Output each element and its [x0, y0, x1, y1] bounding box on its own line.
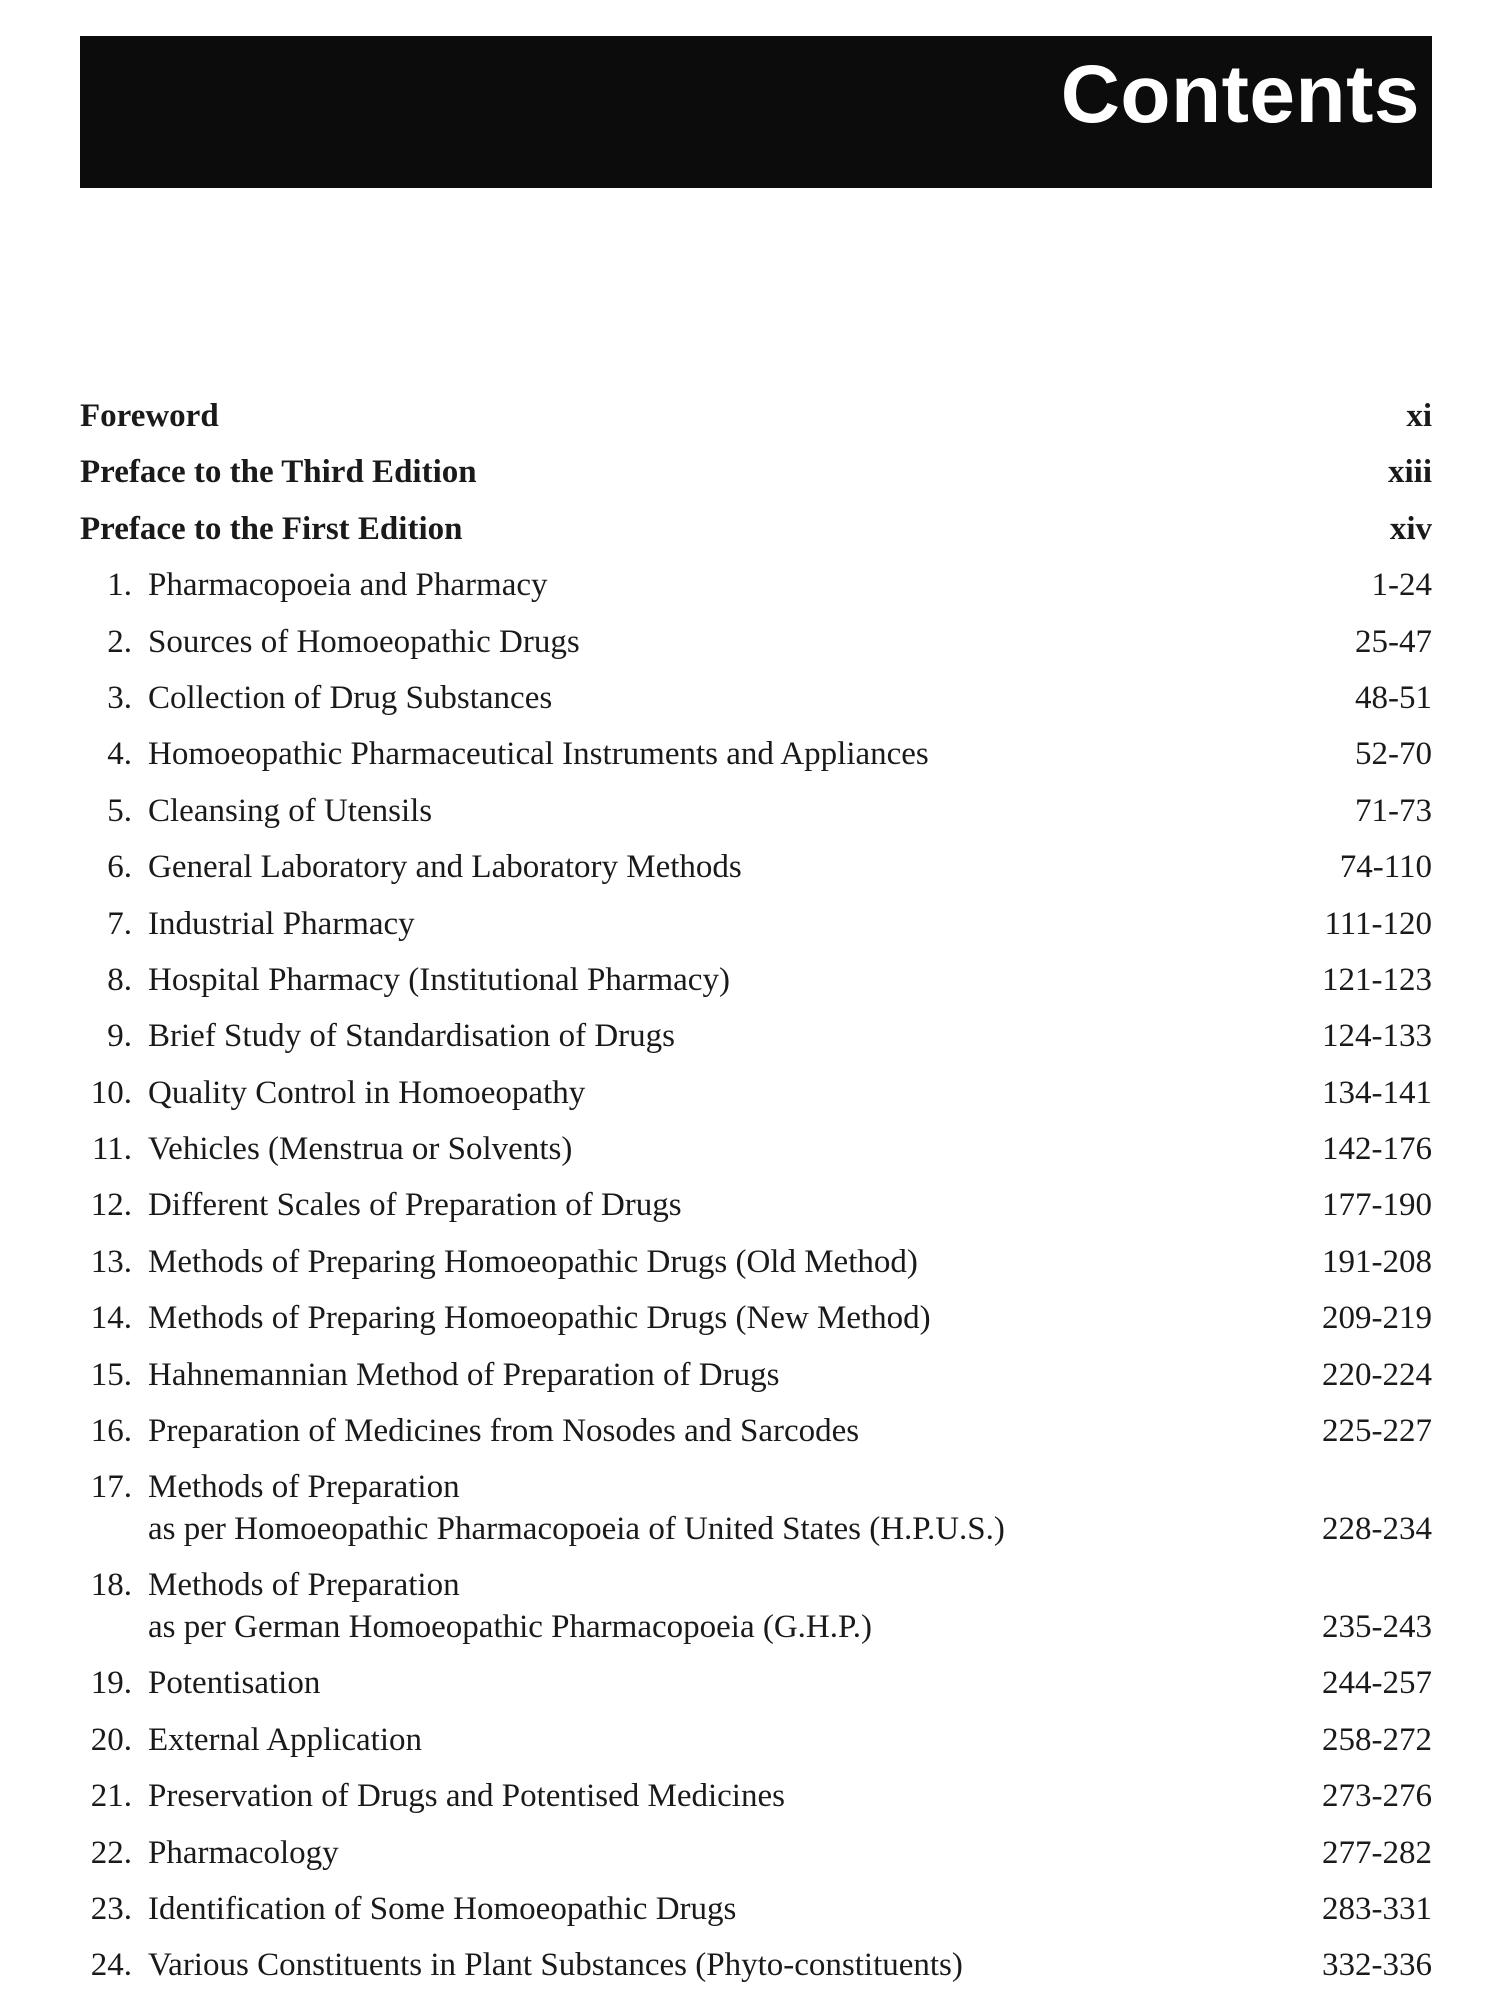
toc-entry-chapter-20[interactable]: [80, 1712, 1432, 1768]
chapter-pages: 25-47: [1355, 623, 1432, 660]
chapter-number: 7.: [107, 905, 132, 942]
toc-entry-preface-third-edition[interactable]: [80, 444, 1432, 500]
chapter-pages: 225-227: [1322, 1413, 1432, 1450]
contents-banner: [80, 36, 1432, 188]
chapter-pages: 1-24: [1371, 567, 1432, 604]
chapter-number: 2.: [107, 623, 132, 660]
chapter-number: 20.: [90, 1721, 132, 1758]
chapter-number: 5.: [107, 792, 132, 829]
chapter-title: Quality Control in Homoeopathy: [148, 1074, 586, 1111]
toc-entry-chapter-17[interactable]: [80, 1459, 1432, 1557]
chapter-title: Homoeopathic Pharmaceutical Instruments and Appliances: [148, 736, 929, 773]
toc-entry-chapter-23[interactable]: [80, 1881, 1432, 1937]
chapter-number: 17.: [90, 1469, 132, 1506]
chapter-title: Hahnemannian Method of Preparation of Drugs: [148, 1356, 780, 1393]
toc-entry-chapter-15[interactable]: [80, 1347, 1432, 1403]
toc-entry-chapter-6[interactable]: [80, 839, 1432, 895]
chapter-pages: 142-176: [1322, 1131, 1432, 1168]
chapter-title: Pharmacology: [148, 1834, 339, 1871]
chapter-number: 21.: [90, 1778, 132, 1815]
chapter-number: 19.: [90, 1665, 132, 1702]
chapter-pages: 273-276: [1322, 1778, 1432, 1815]
chapter-number: 12.: [90, 1187, 132, 1224]
chapter-title: Preservation of Drugs and Potentised Medicines: [148, 1778, 785, 1815]
chapter-pages: 332-336: [1322, 1947, 1432, 1984]
chapter-number: 6.: [107, 849, 132, 886]
chapter-title: Brief Study of Standardisation of Drugs: [148, 1018, 676, 1055]
chapter-title: Different Scales of Preparation of Drugs: [148, 1187, 682, 1224]
toc-entry-chapter-9[interactable]: [80, 1008, 1432, 1064]
chapter-title: Preparation of Medicines from Nosodes and Sarcodes: [148, 1413, 860, 1450]
chapter-pages: 228-234: [1322, 1511, 1432, 1548]
toc-entry-chapter-11[interactable]: [80, 1121, 1432, 1177]
chapter-number: 18.: [90, 1567, 132, 1604]
chapter-number: 3.: [107, 679, 132, 716]
chapter-pages: 52-70: [1355, 736, 1432, 773]
toc-entry-chapter-18[interactable]: [80, 1557, 1432, 1655]
chapter-pages: 235-243: [1322, 1609, 1432, 1646]
chapter-pages: 191-208: [1322, 1243, 1432, 1280]
chapter-title: Cleansing of Utensils: [148, 792, 433, 829]
toc-entry-chapter-10[interactable]: [80, 1065, 1432, 1121]
entry-title: Preface to the Third Edition: [80, 454, 477, 491]
toc-entry-chapter-22[interactable]: [80, 1825, 1432, 1881]
toc-entry-chapter-3[interactable]: [80, 670, 1432, 726]
chapter-pages: 74-110: [1339, 849, 1432, 886]
chapter-pages: 71-73: [1355, 792, 1432, 829]
chapter-title: Methods of Preparing Homoeopathic Drugs (Old Method): [148, 1243, 918, 1280]
chapter-pages: 177-190: [1322, 1187, 1432, 1224]
entry-title: Preface to the First Edition: [80, 510, 463, 547]
chapter-pages: 258-272: [1322, 1721, 1432, 1758]
chapter-title: Methods of Preparing Homoeopathic Drugs (New Method): [148, 1300, 931, 1337]
chapter-title: General Laboratory and Laboratory Methods: [148, 849, 742, 886]
chapter-title: Methods of Preparation: [148, 1567, 460, 1604]
entry-pages: xiii: [1387, 454, 1432, 491]
entry-title: Foreword: [80, 398, 219, 434]
chapter-number: 1.: [107, 567, 132, 604]
chapter-title: Identification of Some Homoeopathic Drugs: [148, 1890, 737, 1927]
chapter-number: 23.: [90, 1890, 132, 1927]
chapter-number: 4.: [107, 736, 132, 773]
chapter-pages: 244-257: [1322, 1665, 1432, 1702]
chapter-title: Collection of Drug Substances: [148, 679, 553, 716]
chapter-subtitle: as per German Homoeopathic Pharmacopoeia (G.H.P.): [148, 1609, 872, 1646]
toc-entry-chapter-5[interactable]: [80, 783, 1432, 839]
entry-pages: xiv: [1389, 510, 1432, 547]
toc-entry-preface-first-edition[interactable]: [80, 501, 1432, 557]
chapter-title: Pharmacopoeia and Pharmacy: [148, 567, 548, 604]
toc-entry-chapter-19[interactable]: [80, 1655, 1432, 1711]
table-of-contents: [80, 388, 1432, 1994]
chapter-number: 15.: [90, 1356, 132, 1393]
chapter-number: 16.: [90, 1413, 132, 1450]
toc-entry-chapter-4[interactable]: [80, 726, 1432, 782]
toc-entry-chapter-21[interactable]: [80, 1768, 1432, 1824]
chapter-subtitle: as per Homoeopathic Pharmacopoeia of United States (H.P.U.S.): [148, 1511, 1005, 1548]
chapter-pages: 209-219: [1322, 1300, 1432, 1337]
toc-entry-chapter-7[interactable]: [80, 896, 1432, 952]
page-title: Contents: [1060, 49, 1420, 140]
chapter-title: Potentisation: [148, 1665, 321, 1702]
chapter-title: Sources of Homoeopathic Drugs: [148, 623, 580, 660]
toc-entry-chapter-13[interactable]: [80, 1234, 1432, 1290]
toc-entry-chapter-16[interactable]: [80, 1403, 1432, 1459]
chapter-pages: 121-123: [1322, 961, 1432, 998]
chapter-number: 22.: [90, 1834, 132, 1871]
chapter-number: 11.: [91, 1131, 132, 1168]
chapter-number: 24.: [90, 1947, 132, 1984]
entry-pages: xi: [1406, 398, 1432, 434]
chapter-pages: 111-120: [1324, 905, 1432, 942]
chapter-number: 8.: [107, 961, 132, 998]
chapter-title: Various Constituents in Plant Substances (Phyto-constituents): [148, 1947, 963, 1984]
chapter-number: 13.: [90, 1243, 132, 1280]
toc-entry-chapter-24[interactable]: [80, 1937, 1432, 1993]
toc-entry-chapter-12[interactable]: [80, 1177, 1432, 1233]
chapter-pages: 277-282: [1322, 1834, 1432, 1871]
toc-entry-foreword[interactable]: [80, 388, 1432, 444]
chapter-pages: 220-224: [1322, 1356, 1432, 1393]
toc-entry-chapter-2[interactable]: [80, 614, 1432, 670]
chapter-pages: 124-133: [1322, 1018, 1432, 1055]
chapter-pages: 48-51: [1355, 679, 1432, 716]
chapter-pages: 283-331: [1322, 1890, 1432, 1927]
chapter-title: Industrial Pharmacy: [148, 905, 415, 942]
toc-entry-chapter-1[interactable]: [80, 557, 1432, 613]
toc-entry-chapter-14[interactable]: [80, 1290, 1432, 1346]
chapter-number: 9.: [107, 1018, 132, 1055]
chapter-pages: 134-141: [1322, 1074, 1432, 1111]
chapter-number: 14.: [90, 1300, 132, 1337]
chapter-number: 10.: [90, 1074, 132, 1111]
chapter-title: Vehicles (Menstrua or Solvents): [148, 1131, 573, 1168]
chapter-title: Methods of Preparation: [148, 1469, 460, 1506]
chapter-title: Hospital Pharmacy (Institutional Pharmacy): [148, 961, 730, 998]
toc-entry-chapter-8[interactable]: [80, 952, 1432, 1008]
chapter-title: External Application: [148, 1721, 423, 1758]
